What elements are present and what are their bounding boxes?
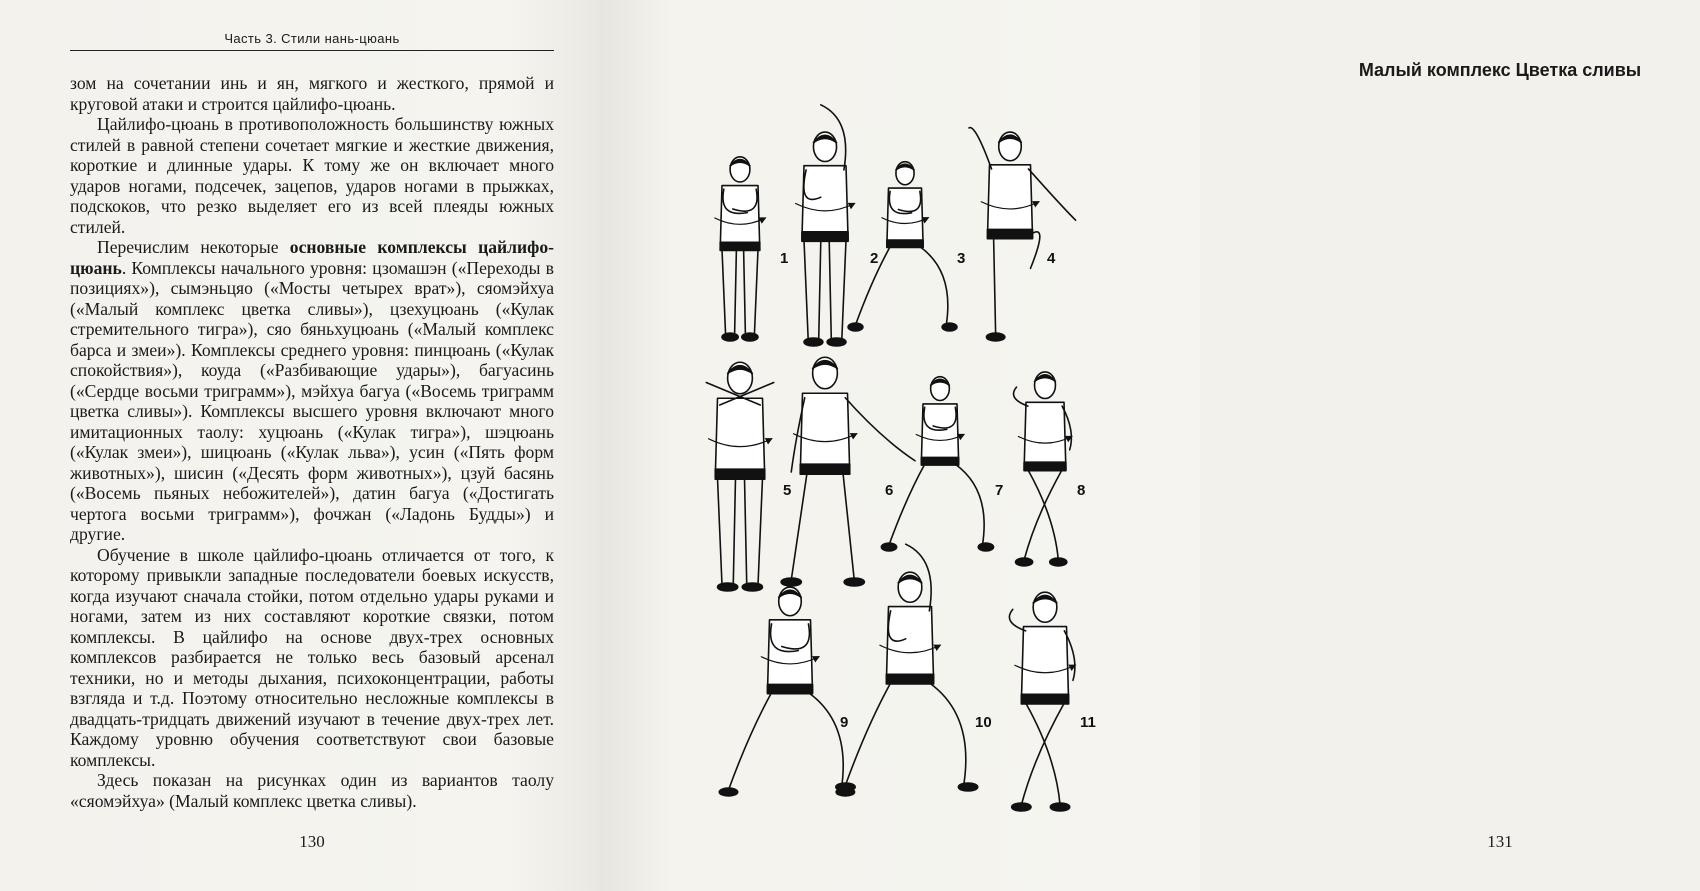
figure-label-10: 10	[975, 714, 992, 731]
figure-label-2: 2	[870, 250, 879, 267]
posture-figure-9	[719, 587, 854, 796]
figure-label-9: 9	[840, 714, 849, 731]
text-run: Цайлифо-цюань в противоположность большинству южных стилей в равной степени сочетает мягкие и жесткие движения, короткие и длинные удары. К тому же он включает много ударов ногами, подсечек, зацепов, ударов ногами в прыжках, подскоков, что резко выделяет его из всей плеяды южных стилей.	[70, 114, 554, 237]
paragraph	[70, 73, 554, 114]
figure-label-4: 4	[1047, 250, 1056, 267]
posture-figure-4	[969, 128, 1076, 341]
figure-label-7: 7	[995, 482, 1004, 499]
text-run: Обучение в школе цайлифо-цюань отличается от того, к которому привыкли западные последователи боевых искусств, когда изучают сначала стойки, потом отдельно удары руками и ногами, затем из них составляют короткие связки, потом комплексы. В цайлифо на основе двух-трех основных комплексов разбирается не только весь базовый арсенал техники, но и методы дыхания, психоконцентрации, работы взгляда и т.д. Поэтому относительно несложные комплексы в двадцать-тридцать движений изучают в течение двух-трех лет. Каждому уровню обучения соответствуют свои базовые комплексы.	[70, 544, 554, 770]
posture-figure-5	[706, 362, 774, 591]
text-run: Перечислим некоторые	[97, 237, 290, 257]
left-page	[0, 0, 600, 891]
figure-label-6: 6	[885, 482, 894, 499]
posture-figure-1	[715, 157, 765, 341]
header-rule	[70, 50, 554, 51]
text-run: зом на сочетании инь и ян, мягкого и жесткого, прямой и круговой атаки и строится цайлифо-цюань.	[70, 73, 554, 114]
posture-figure-6	[781, 357, 915, 586]
figure-label-1: 1	[780, 250, 789, 267]
figure-label-3: 3	[957, 250, 966, 267]
body-text	[70, 73, 554, 811]
page-number-left: 130	[299, 832, 325, 851]
figure-illustration	[695, 115, 1115, 815]
posture-figure-11	[1009, 592, 1075, 811]
paragraph	[70, 545, 554, 771]
text-run: . Комплексы начального уровня: цзомашэн («Переходы в позициях»), сымэньцяо («Мосты четырех врат»), сяомэйхуа («Малый комплекс цветка сливы»), цзехуцюань («Кулак стремительного тигра»), сяо бяньхуцюань («Малый комплекс барса и змеи»). Комплексы среднего уровня: пинцюань («Кулак спокойствия»), коуда («Разбивающие удары»), багуасинь («Сердце восьми триграмм»), мэйхуа багуа («Восемь триграмм цветка сливы»). Комплексы высшего уровня включают много имитационных таолу: хуцюань («Кулак тигра»), шэцюань («Кулак змеи»), шицюань («Кулак льва»), усин («Пять форм животных»), шисин («Десять форм животных»), цзуй басянь («Восемь пьяных небожителей»), датин багуа («Достигать чертога восьми триграмм»), фочжан («Ладонь Будды») и другие.	[70, 257, 554, 544]
bold-phrase: основные комплексы цайлифо-цюань	[70, 237, 554, 278]
figure-label-8: 8	[1077, 482, 1086, 499]
posture-figure-7	[881, 377, 993, 551]
paragraph	[70, 237, 554, 545]
figure-label-5: 5	[783, 482, 792, 499]
page-number-right: 131	[1487, 832, 1513, 851]
figure-label-11: 11	[1080, 714, 1096, 731]
running-head: Часть 3. Стили нань-цюань	[224, 31, 400, 46]
paragraph	[70, 114, 554, 237]
figure-svg	[695, 115, 1115, 815]
posture-figure-8	[1014, 372, 1072, 566]
paragraph	[70, 770, 554, 811]
figure-title: Малый комплекс Цветка сливы	[1358, 60, 1642, 80]
posture-figure-3	[848, 162, 957, 331]
text-run: Здесь показан на рисунках один из вариантов таолу «сяомэйхуа» (Малый комплекс цветка сливы).	[70, 770, 554, 811]
posture-figure-2	[796, 105, 855, 346]
